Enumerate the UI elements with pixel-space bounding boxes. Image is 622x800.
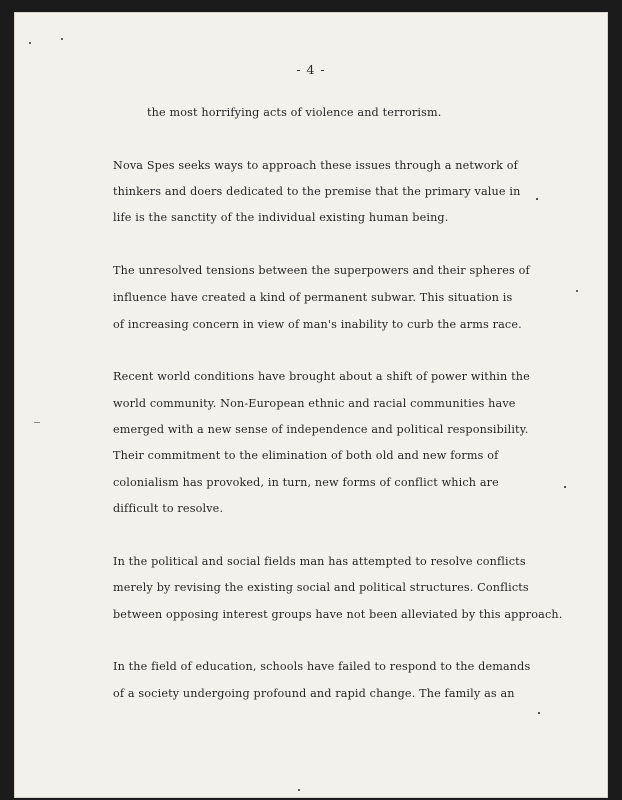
text-line: between opposing interest groups have not been alleviated by this approach. bbox=[113, 608, 563, 621]
text-line: The unresolved tensions between the superpowers and their spheres of bbox=[113, 264, 530, 277]
text-line: the most horrifying acts of violence and terrorism. bbox=[147, 106, 442, 119]
text-line: emerged with a new sense of independence and political responsibility. bbox=[113, 423, 529, 436]
speck-mark bbox=[538, 712, 540, 714]
speck-mark bbox=[564, 486, 566, 488]
text-line: merely by revising the existing social and political structures. Conflicts bbox=[113, 581, 529, 594]
text-line: Their commitment to the elimination of both old and new forms of bbox=[113, 449, 499, 462]
text-line: difficult to resolve. bbox=[113, 502, 224, 515]
text-line: Nova Spes seeks ways to approach these issues through a network of bbox=[113, 159, 518, 172]
speck-mark bbox=[576, 290, 578, 292]
text-line: In the political and social fields man has attempted to resolve conflicts bbox=[113, 555, 526, 568]
page-number: - 4 - bbox=[296, 62, 326, 77]
text-line: colonialism has provoked, in turn, new forms of conflict which are bbox=[113, 476, 499, 489]
text-line: of a society undergoing profound and rapid change. The family as an bbox=[113, 687, 515, 700]
document-page bbox=[14, 12, 608, 798]
text-line: life is the sanctity of the individual existing human being. bbox=[113, 211, 449, 224]
text-line: of increasing concern in view of man's inability to curb the arms race. bbox=[113, 318, 522, 331]
text-line: thinkers and doers dedicated to the premise that the primary value in bbox=[113, 185, 521, 198]
speck-mark bbox=[298, 789, 300, 791]
speck-mark bbox=[61, 38, 63, 40]
speck-mark bbox=[536, 198, 538, 200]
text-line: world community. Non-European ethnic and racial communities have bbox=[113, 397, 516, 410]
text-line: Recent world conditions have brought about a shift of power within the bbox=[113, 370, 530, 383]
speck-mark bbox=[29, 42, 31, 44]
text-line: influence have created a kind of permanent subwar. This situation is bbox=[113, 291, 513, 304]
speck-mark bbox=[34, 422, 40, 423]
text-line: In the field of education, schools have failed to respond to the demands bbox=[113, 660, 531, 673]
